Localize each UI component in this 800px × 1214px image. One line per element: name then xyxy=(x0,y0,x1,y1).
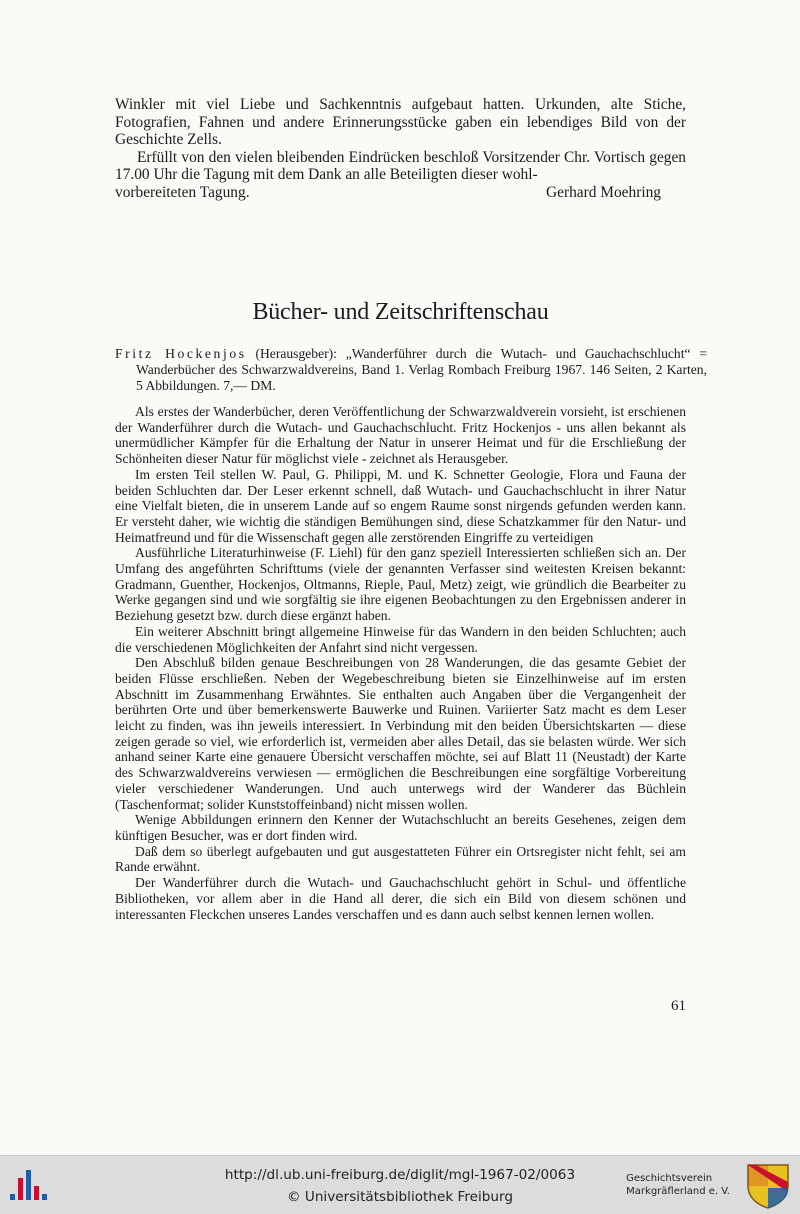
review-paragraph: Im ersten Teil stellen W. Paul, G. Philippi, M. und K. Schnetter Geologie, Flora und Fauna der beiden Schluchten dar. Der Leser erkennt schnell, daß Wutach- und Gauchachschlucht in ihrer Natur eine Vielfalt bieten, die in unserem Lande auf so engem Raume sonst nirgends gefunden werden kann. Er versteht daher, wie wichtig die ständigen Bemühungen sind, diese Schatzkammer für den Natur- und Heimatfreund und für die Wissenschaft gegen alle zerstörenden Eingriffe zu verteidigen xyxy=(115,466,686,545)
intro-paragraph-1: Winkler mit viel Liebe und Sachkenntnis aufgebaut hatten. Urkunden, alte Stiche, Fotografien, Fahnen und andere Erinnerungsstücke gaben ein lebendiges Bild von der Geschichte Zells. xyxy=(115,96,686,149)
intro-paragraph-2: Erfüllt von den vielen bleibenden Eindrücken beschloß Vorsitzender Chr. Vortisch gegen 17.00 Uhr die Tagung mit dem Dank an alle Beteiligten dieser wohl- xyxy=(115,148,686,184)
review-paragraph: Den Abschluß bilden genaue Beschreibungen von 28 Wanderungen, die das gesamte Gebiet der beiden Flüsse erschließen. Neben der Wegebeschreibung bieten sie Einzelhinweise auf im ersten Abschnitt im Zusammenhang Erwähntes. Sie enthalten auch Angaben über die Vergangenheit der berührten Orte und über bemerkenswerte Bauwerke und Ruinen. Variierter Satz macht es dem Leser leicht zu finden, was ihn jeweils interessiert. In Verbindung mit den beiden Übersichtskarten — diese zeigen gerade so viel, wie erforderlich ist, vermeiden aber alles Detail, das sie belasten würde. Wer sich anhand seiner Karte eine genauere Übersicht verschaffen möchte, sei auf Blatt 11 (Neustadt) der Karte des Schwarzwaldvereins verwiesen — ermöglichen die Beschreibungen eine sorgfältige Vorbereitung vieler verschiedener Wanderungen. Und auch unterwegs wird der Wanderer das Büchlein (Taschenformat; solider Kunststoffeinband) nicht missen wollen. xyxy=(115,655,686,812)
review-paragraph: Ausführliche Literaturhinweise (F. Liehl) für den ganz speziell Interessierten schließen sich an. Der Umfang des angeführten Schrifttums (viele der genannten Verfasser sind weitesten Kreisen bekannt: Gradmann, Guenther, Hockenjos, Oltmanns, Rieple, Paul, Metz) zeigt, wie gründlich die Bearbeiter zu Werke gegangen sind und wie sorgfältig sie ihre eigenen Beobachtungen zu den Ergebnissen anderer in Beziehung gesetzt bzw. durch diese ergänzt haben. xyxy=(115,545,686,624)
review-paragraph: Wenige Abbildungen erinnern den Kenner der Wutachschlucht an bereits Gesehenes, zeigen dem künftigen Besucher, was er dort finden wird. xyxy=(115,812,686,843)
society-name-line-1: Geschichtsverein xyxy=(626,1173,713,1184)
book-citation xyxy=(115,346,707,395)
citation-text: (Herausgeber): „Wanderführer durch die Wutach- und Gauchachschlucht“ = Wanderbücher des Schwarzwaldvereins, Band 1. Verlag Rombach Freiburg 1967. 146 Seiten, 2 Karten, 5 Abbildungen. 7,— DM. xyxy=(136,346,708,394)
society-name-line-2: Markgräflerland e. V. xyxy=(626,1186,730,1197)
intro-paragraph-2-end: vorbereiteten Tagung. xyxy=(115,183,250,201)
coat-of-arms-icon xyxy=(744,1162,792,1210)
viewer-footer xyxy=(0,1155,800,1214)
book-review xyxy=(115,404,686,922)
review-paragraph: Daß dem so überlegt aufgebauten und gut ausgestatteten Führer ein Ortsregister nicht fehlt, sei am Rande erwähnt. xyxy=(115,843,686,875)
digi-library-logo-icon xyxy=(8,1166,48,1206)
review-paragraph: Der Wanderführer durch die Wutach- und Gauchachschlucht gehört in Schul- und öffentliche Bibliotheken, vor allem aber in die Hand all derer, die sich ein Bild von diesem schönen und interessanten Fleckchen unseres Landes verschaffen und es dann auch selbst kennen lernen wollen. xyxy=(115,875,686,922)
signature: Gerhard Moehring xyxy=(546,183,661,201)
intro-text xyxy=(115,96,686,202)
page-number: 61 xyxy=(671,998,686,1014)
intro-closing-line xyxy=(115,184,686,202)
copyright-notice: © Universitätsbibliothek Freiburg xyxy=(286,1189,514,1205)
citation-author: Fritz Hockenjos xyxy=(115,346,247,361)
document-url-link[interactable]: http://dl.ub.uni-freiburg.de/diglit/mgl-1967-02/0063 xyxy=(224,1167,576,1183)
section-title: Bücher- und Zeitschriftenschau xyxy=(252,299,549,325)
review-paragraph: Als erstes der Wanderbücher, deren Veröffentlichung der Schwarzwaldverein vorsieht, ist erschienen der Wanderführer durch die Wutach- und Gauchachschlucht. Fritz Hockenjos - uns allen bekannt als unermüdlicher Kämpfer für die Erhaltung der Natur in unserer Heimat und für die Erschließung der Schönheiten dieser Natur für möglichst viele - zeichnet als Herausgeber. xyxy=(115,404,686,467)
society-name xyxy=(626,1172,730,1198)
review-paragraph: Ein weiterer Abschnitt bringt allgemeine Hinweise für das Wandern in den beiden Schluchten; auch die verschiedenen Möglichkeiten der Anfahrt sind nicht vergessen. xyxy=(115,623,686,655)
